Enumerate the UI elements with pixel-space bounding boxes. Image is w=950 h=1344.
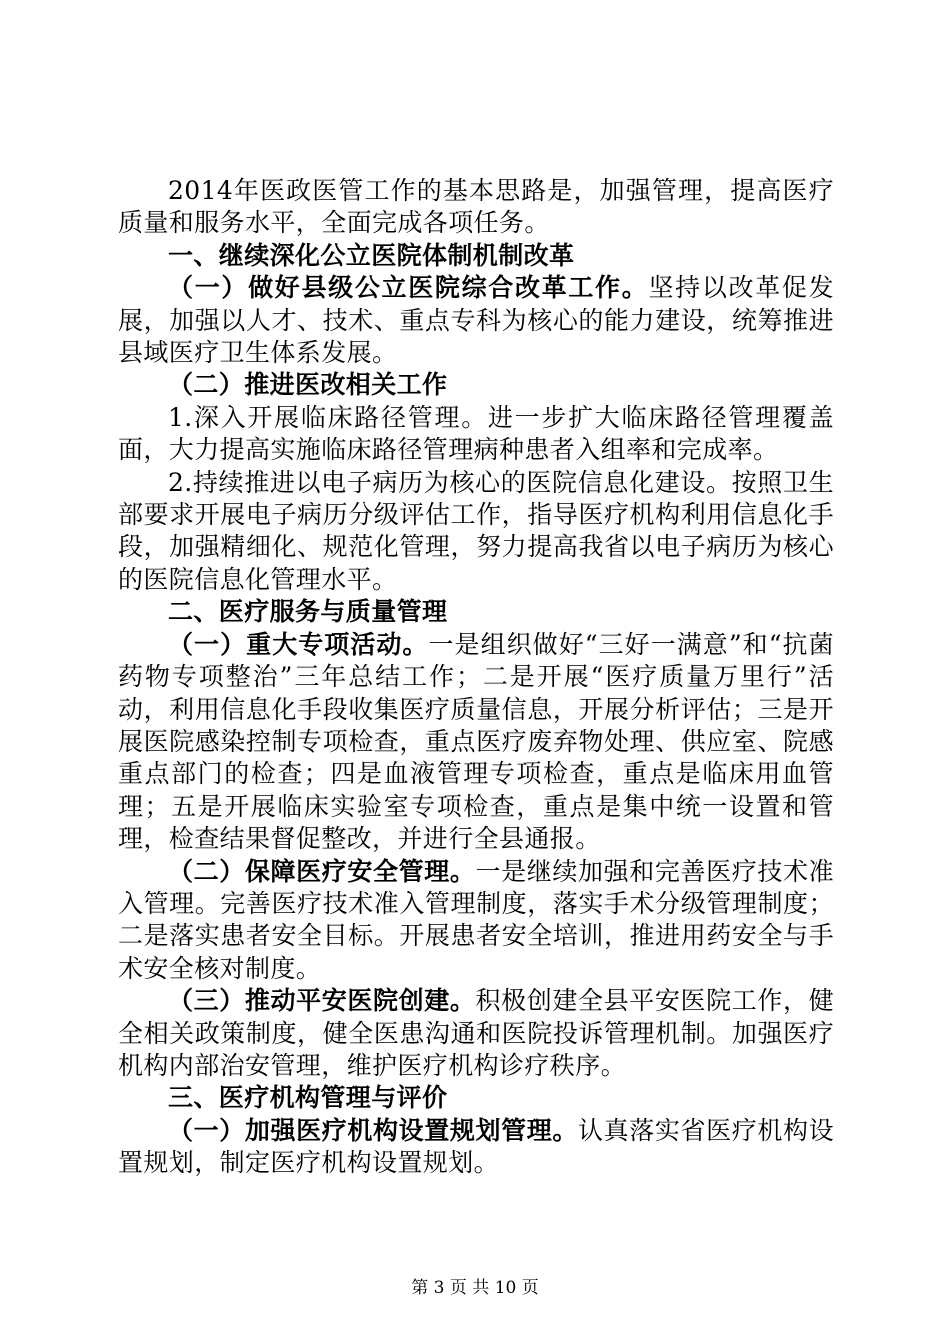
paragraph-special-activities: （一）重大专项活动。一是组织做好“三好一满意”和“抗菌药物专项整治”三年总结工作；二是开展“医疗质量万里行”活动，利用信息化手段收集医疗质量信息，开展分析评估；三是开展医院感染控制专项检查，重点医疗废弃物处理、供应室、院感重点部门的检查；四是血液管理专项检查，重点是临床用血管理；五是开展临床实验室专项检查，重点是集中统一设置和管理，检查结果督促整改，并进行全县通报。 bbox=[118, 629, 834, 854]
section-heading-2: 二、医疗服务与质量管理 bbox=[168, 597, 448, 627]
paragraph-lead: （二）保障医疗安全管理。 bbox=[168, 856, 476, 886]
subsection-heading-reform: （二）推进医改相关工作 bbox=[168, 370, 448, 400]
paragraph-county-reform: （一）做好县级公立医院综合改革工作。坚持以改革促发展，加强以人才、技术、重点专科为核心的能力建设，统筹推进县域医疗卫生体系发展。 bbox=[118, 273, 834, 368]
page-number-footer: 第 3 页 共 10 页 bbox=[411, 1278, 539, 1298]
paragraph-planning: （一）加强医疗机构设置规划管理。认真落实省医疗机构设置规划，制定医疗机构设置规划。 bbox=[118, 1115, 834, 1178]
paragraph-clinical-pathway: 1.深入开展临床路径管理。进一步扩大临床路径管理覆盖面，大力提高实施临床路径管理病种患者入组率和完成率。 bbox=[118, 402, 834, 465]
paragraph-safe-hospital: （三）推动平安医院创建。积极创建全县平安医院工作，健全相关政策制度，健全医患沟通和医院投诉管理机制。加强医疗机构内部治安管理，维护医疗机构诊疗秩序。 bbox=[118, 986, 834, 1080]
paragraph-intro: 2014年医政医管工作的基本思路是，加强管理，提高医疗质量和服务水平，全面完成各项任务。 bbox=[118, 176, 834, 238]
paragraph-emr: 2.持续推进以电子病历为核心的医院信息化建设。按照卫生部要求开展电子病历分级评估工作，指导医疗机构利用信息化手段，加强精细化、规范化管理，努力提高我省以电子病历为核心的医院信息化管理水平。 bbox=[118, 467, 834, 594]
paragraph-lead: （一）加强医疗机构设置规划管理。 bbox=[168, 1115, 578, 1145]
document-body bbox=[118, 175, 834, 1180]
paragraph-lead: （一）做好县级公立医院综合改革工作。 bbox=[168, 273, 649, 303]
paragraph-lead: （一）重大专项活动。 bbox=[168, 629, 429, 659]
section-heading-1: 一、继续深化公立医院体制机制改革 bbox=[168, 240, 575, 270]
section-heading-3: 三、医疗机构管理与评价 bbox=[168, 1083, 448, 1113]
paragraph-lead: （三）推动平安医院创建。 bbox=[168, 986, 476, 1016]
paragraph-safety: （二）保障医疗安全管理。一是继续加强和完善医疗技术准入管理。完善医疗技术准入管理制度，落实手术分级管理制度；二是落实患者安全目标。开展患者安全培训，推进用药安全与手术安全核对制度。 bbox=[118, 856, 834, 983]
